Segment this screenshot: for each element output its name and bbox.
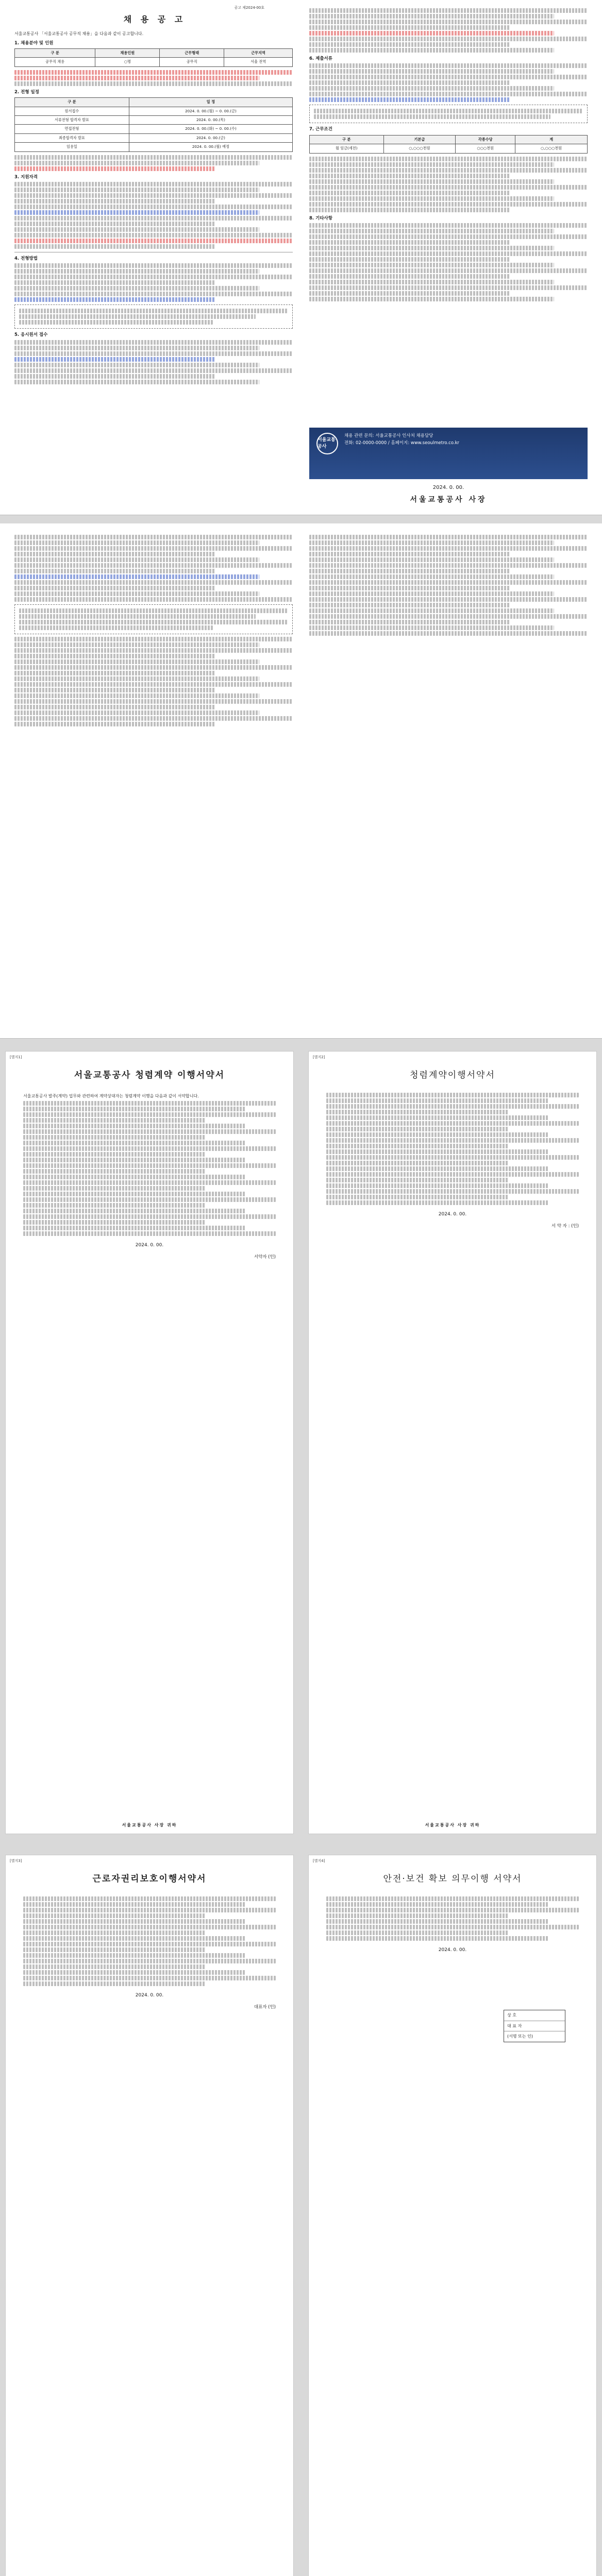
company-logo-icon: 서울교통공사 xyxy=(316,433,338,454)
notice-right-column-2 xyxy=(309,534,588,637)
schedule-cell: 원서접수 xyxy=(15,107,129,115)
form-title: 서울교통공사 청렴계약 이행서약서 xyxy=(74,1070,225,1080)
form-intro: 서울교통공사 발주(계약) 업무와 관련하여 계약상대자는 청렴계약 이행을 다음과 같이 서약합니다. xyxy=(23,1094,199,1098)
text-lines xyxy=(309,157,588,212)
schedule-table xyxy=(14,97,293,152)
wage-header: 각종수당 xyxy=(456,135,515,144)
recruit-cell: 공무직 채용 xyxy=(15,58,95,66)
section-heading-8: 8. 기타사항 xyxy=(309,215,332,221)
sig-label: (서명 또는 인) xyxy=(507,2034,533,2039)
notice-left-column xyxy=(14,30,293,385)
form-body xyxy=(326,1895,579,1956)
form-date: 2024. 0. 00. xyxy=(135,1242,164,1248)
text-lines xyxy=(309,8,588,53)
text-lines xyxy=(14,70,293,86)
schedule-header: 구 분 xyxy=(15,98,129,107)
notice-left-column-2 xyxy=(14,534,293,727)
section-heading-4: 4. 전형방법 xyxy=(14,256,38,262)
notice-right-column xyxy=(309,7,588,302)
schedule-cell: 최종합격자 발표 xyxy=(15,133,129,142)
wage-cell: ○,○○○천원 xyxy=(515,144,588,153)
wage-cell: ○○○천원 xyxy=(456,144,515,153)
text-lines xyxy=(14,155,293,171)
contact-line-1: 채용 관련 문의: 서울교통공사 인사처 채용담당 xyxy=(344,433,433,438)
schedule-cell: 면접전형 xyxy=(15,125,129,133)
schedule-header: 일 정 xyxy=(129,98,292,107)
text-lines xyxy=(14,637,293,726)
form-body xyxy=(23,1895,276,2010)
recruit-cell: 공무직 xyxy=(160,58,224,66)
text-lines xyxy=(309,63,588,102)
notice-org: 서울교통공사 사장 xyxy=(410,496,487,504)
recruit-cell: ○명 xyxy=(95,58,160,66)
sig-label: 대 표 자 xyxy=(504,2021,565,2032)
section-heading-6: 6. 제출서류 xyxy=(309,56,332,61)
schedule-cell: 2024. 0. 00.(월) 예정 xyxy=(129,143,292,151)
recruit-header: 근무형태 xyxy=(160,48,224,57)
contact-banner xyxy=(309,428,588,479)
recruit-header: 채용인원 xyxy=(95,48,160,57)
schedule-cell: 2024. 0. 00.(목) xyxy=(129,115,292,124)
section-heading-7: 7. 근무조건 xyxy=(309,127,332,132)
form-signature: 서 약 자 : (인) xyxy=(551,1224,579,1229)
notice-intro: 서울교통공사 「서울교통공사 공무직 채용」을 다음과 같이 공고합니다. xyxy=(14,31,144,36)
note-box xyxy=(14,304,293,329)
schedule-cell: 2024. 0. 00.(금) xyxy=(129,133,292,142)
form-date: 2024. 0. 00. xyxy=(438,1947,467,1953)
text-lines xyxy=(14,340,293,384)
form-date: 2024. 0. 00. xyxy=(135,1993,164,1998)
form-signature: 서약자 (인) xyxy=(254,1254,276,1260)
sig-label: 상 호 xyxy=(504,2010,565,2021)
form-body xyxy=(326,1092,579,1229)
form-tag: [별지1] xyxy=(10,1055,22,1059)
wage-header: 구 분 xyxy=(310,135,384,144)
section-heading-5: 5. 응시원서 접수 xyxy=(14,332,48,338)
wage-header: 기본급 xyxy=(383,135,456,144)
form-integrity-pledge-2 xyxy=(308,1051,597,1834)
form-safety-pledge xyxy=(308,1855,597,2576)
signature-box xyxy=(504,2010,565,2042)
wage-header: 계 xyxy=(515,135,588,144)
form-footer: 서울교통공사 사장 귀하 xyxy=(122,1823,177,1828)
schedule-cell: 임용일 xyxy=(15,143,129,151)
note-box xyxy=(14,604,293,634)
recruit-header: 구 분 xyxy=(15,48,95,57)
text-lines xyxy=(14,535,293,602)
text-lines xyxy=(14,263,293,302)
notice-ref: 공고 제2024-00호 xyxy=(234,6,264,10)
recruit-header: 근무지역 xyxy=(224,48,293,57)
notice-title: 채 용 공 고 xyxy=(123,14,186,24)
section-heading-3: 3. 지원자격 xyxy=(14,174,38,180)
recruit-cell: 서울 전역 xyxy=(224,58,293,66)
form-title: 청렴계약이행서약서 xyxy=(410,1070,495,1080)
form-title: 안전·보건 확보 의무이행 서약서 xyxy=(383,1874,522,1884)
form-signature: 대표자 (인) xyxy=(254,2005,276,2010)
wage-cell: 월 임금(세전) xyxy=(310,144,384,153)
notice-date: 2024. 0. 00. xyxy=(432,485,464,490)
schedule-cell: 서류전형 합격자 발표 xyxy=(15,115,129,124)
form-tag: [별지4] xyxy=(313,1859,325,1863)
text-lines xyxy=(14,182,293,249)
form-worker-rights-pledge xyxy=(5,1855,294,2576)
form-integrity-pledge xyxy=(5,1051,294,1834)
text-lines xyxy=(309,535,588,636)
form-title: 근로자권리보호이행서약서 xyxy=(92,1874,207,1884)
form-body xyxy=(23,1092,276,1260)
notice-sheet-2 xyxy=(0,523,602,1039)
wage-table xyxy=(309,135,588,154)
form-date: 2024. 0. 00. xyxy=(438,1212,467,1217)
form-tag: [별지3] xyxy=(10,1859,22,1863)
form-tag: [별지2] xyxy=(313,1055,325,1059)
note-box xyxy=(309,105,588,123)
schedule-cell: 2024. 0. 00.(월) ~ 0. 00.(금) xyxy=(129,107,292,115)
notice-sheet-1 xyxy=(0,0,602,515)
contact-line-2: 전화: 02-0000-0000 / 홈페이지: www.seoulmetro.co.kr xyxy=(344,440,460,446)
section-heading-1: 1. 채용분야 및 인원 xyxy=(14,40,54,46)
text-lines xyxy=(309,223,588,301)
section-heading-2: 2. 전형 일정 xyxy=(14,89,39,95)
wage-cell: ○,○○○천원 xyxy=(383,144,456,153)
schedule-cell: 2024. 0. 00.(화) ~ 0. 00.(수) xyxy=(129,125,292,133)
recruit-table xyxy=(14,48,293,67)
form-footer: 서울교통공사 사장 귀하 xyxy=(425,1823,480,1828)
